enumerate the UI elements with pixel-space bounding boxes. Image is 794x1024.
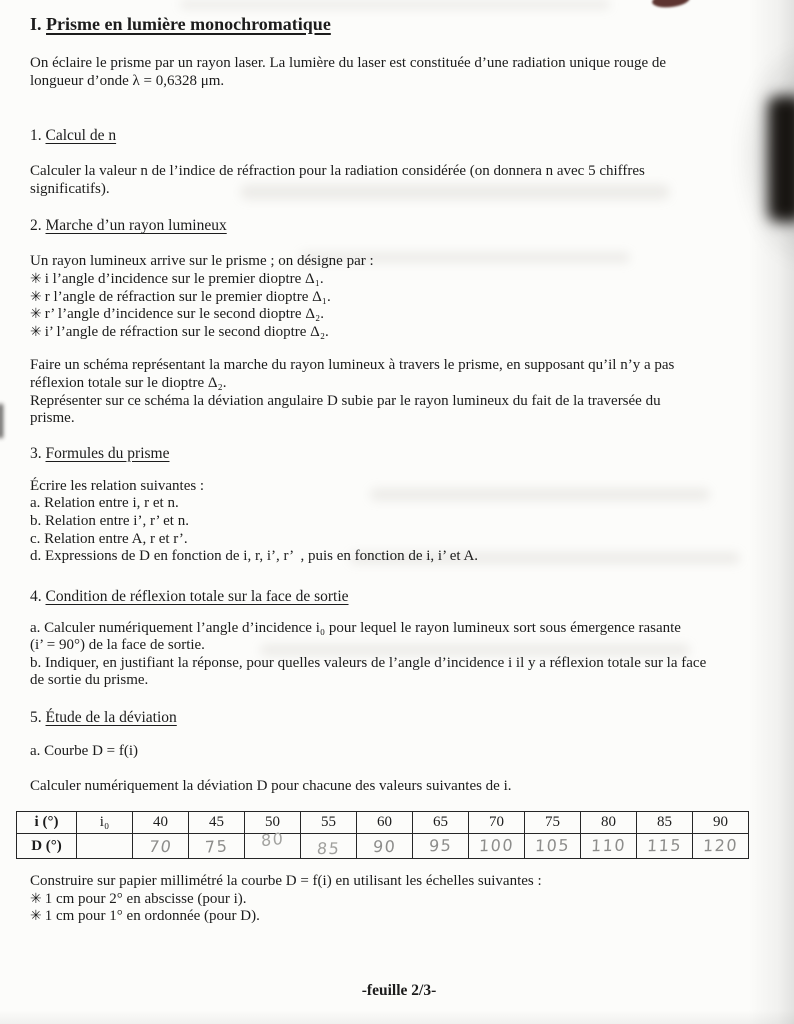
bullet-text: i’ l’angle de réfraction sur le second dioptre Δ₂. [44,323,329,340]
text-line: Calculer numériquement la déviation D pour chacune des valeurs suivantes de i. [30,777,512,794]
title-numeral: I. [30,14,42,34]
section-title: Condition de réflexion totale sur la face de sortie [45,587,349,605]
asterisk-bullet-icon: ✳ [30,323,42,340]
page-title [30,13,768,35]
bullet-text: i l’angle d’incidence sur le premier dioptre Δ₁. [44,270,324,287]
section-title: Formules du prisme [45,444,170,462]
section-5-subitem: a. Courbe D = f(i) [30,743,139,760]
table-header-cell: 70 [469,812,525,834]
handwritten-value: 75 [204,836,229,857]
text-line: b. Relation entre i’, r’ et n. [30,512,189,529]
text-line: d. Expressions de D en fonction de i, r, i’, r’ , puis en fonction de i, i’ et A. [30,548,479,565]
handwritten-value: 80 [260,829,285,851]
table-header-cell: 85 [637,812,693,834]
table-data-row [17,834,749,859]
bottom-edge-shade [0,1010,794,1024]
text-line: Faire un schéma représentant la marche du rayon lumineux à travers le prisme, en supposant qu’il n’y a pas [30,357,675,374]
handwritten-value: 100 [478,835,515,856]
table-header-cell: 90 [693,812,749,834]
text-line: Construire sur papier millimétré la courbe D = f(i) en utilisant les échelles suivantes : [30,873,542,890]
dark-scan-band [768,96,794,222]
bullet-text: 1 cm pour 1° en ordonnée (pour D). [44,908,260,925]
table-cell [133,834,189,859]
section-4-body [30,620,768,690]
table-header-cell: 40 [133,812,189,834]
handwritten-value: 115 [646,835,683,856]
table-header-cell: 75 [525,812,581,834]
text-line: On éclaire le prisme par un rayon laser. La lumière du laser est constituée d’une radiation unique rouge de [30,55,667,71]
table-header-cell: 80 [581,812,637,834]
document-body [30,0,768,999]
asterisk-bullet-icon: ✳ [30,306,42,323]
text-line: longueur d’onde λ = 0,6328 μm. [30,72,225,89]
table-cell [357,834,413,859]
section-1-body [30,163,768,198]
asterisk-bullet-icon: ✳ [30,288,42,305]
bullet-text: 1 cm pour 2° en abscisse (pour i). [44,890,247,907]
table-header-cell: 60 [357,812,413,834]
section-number: 5. [30,709,42,727]
table-header-cell: 55 [301,812,357,834]
handwritten-value: 120 [702,835,739,856]
text-line: c. Relation entre A, r et r’. [30,530,188,547]
bullet-item [30,289,768,307]
section-3-body [30,478,768,566]
text-line: Calculer la valeur n de l’indice de réfraction pour la radiation considérée (on donnera n avec 5 chiffres [30,163,645,180]
table-cell [693,834,749,859]
section-5-heading [30,709,768,727]
asterisk-bullet-icon: ✳ [30,890,42,907]
section-4-heading [30,588,768,606]
bullet-item [30,324,768,342]
table-header-row [17,812,749,834]
table-header-cell: i (°) [17,812,77,834]
title-text: Prisme en lumière monochromatique [46,14,331,34]
asterisk-bullet-icon: ✳ [30,270,42,287]
handwritten-value: 110 [590,835,627,856]
text-line: Un rayon lumineux arrive sur le prisme ; on désigne par : [30,253,374,270]
text-line: prisme. [30,410,75,427]
left-edge-mark [0,404,3,438]
table-header-cell: 50 [245,812,301,834]
section-title: Marche d’un rayon lumineux [45,217,227,235]
handwritten-value: 70 [147,837,174,857]
text-line: significatifs). [30,180,110,197]
bullet-item [30,271,768,289]
section-number: 4. [30,587,42,605]
table-cell [413,834,469,859]
bullet-text: r l’angle de réfraction sur le premier dioptre Δ₁. [44,288,331,305]
section-number: 3. [30,444,42,462]
section-number: 1. [30,127,42,145]
intro-paragraph [30,55,768,90]
text-line: réflexion totale sur le dioptre Δ₂. [30,374,227,391]
table-header-cell: 45 [189,812,245,834]
text-line: (i’ = 90°) de la face de sortie. [30,637,205,654]
table-cell [245,829,301,859]
section-2-instructions [30,357,768,427]
bullet-item [30,891,768,909]
text-line: b. Indiquer, en justifiant la réponse, pour quelles valeurs de l’angle d’incidence i il y a réflexion totale sur la face [30,654,707,671]
handwritten-value: 105 [534,835,571,856]
text-line: a. Relation entre i, r et n. [30,495,179,512]
table-cell [189,834,245,859]
section-title: Étude de la déviation [45,709,177,727]
asterisk-bullet-icon: ✳ [30,908,42,925]
section-2-heading [30,217,768,235]
table-cell [77,834,133,859]
text-line: Représenter sur ce schéma la déviation angulaire D subie par le rayon lumineux du fait de la traversée du [30,392,661,409]
deviation-data-table [16,811,749,859]
handwritten-value: 95 [428,836,453,856]
section-number: 2. [30,217,42,235]
section-2-definitions [30,253,768,341]
section-1-heading [30,127,768,145]
table-cell [469,834,525,859]
handwritten-value: 85 [315,839,342,859]
text-line: Écrire les relation suivantes : [30,477,205,494]
graph-instructions [30,873,768,926]
bullet-item [30,908,768,926]
table-cell [301,834,357,859]
table-header-cell: i₀ [77,812,133,834]
table-header-cell: 65 [413,812,469,834]
table-row-label: D (°) [17,834,77,859]
bullet-text: r’ l’angle d’incidence sur le second dioptre Δ₂. [44,306,324,323]
table-cell [581,834,637,859]
table-cell [525,834,581,859]
text-line: a. Calculer numériquement l’angle d’incidence i₀ pour lequel le rayon lumineux sort sous émergence rasante [30,619,681,636]
section-3-heading [30,445,768,463]
table-cell [637,834,693,859]
bullet-item [30,306,768,324]
section-title: Calcul de n [45,127,117,145]
text-line: de sortie du prisme. [30,672,149,689]
page-footer: -feuille 2/3- [361,982,437,999]
handwritten-value: 90 [372,837,397,857]
